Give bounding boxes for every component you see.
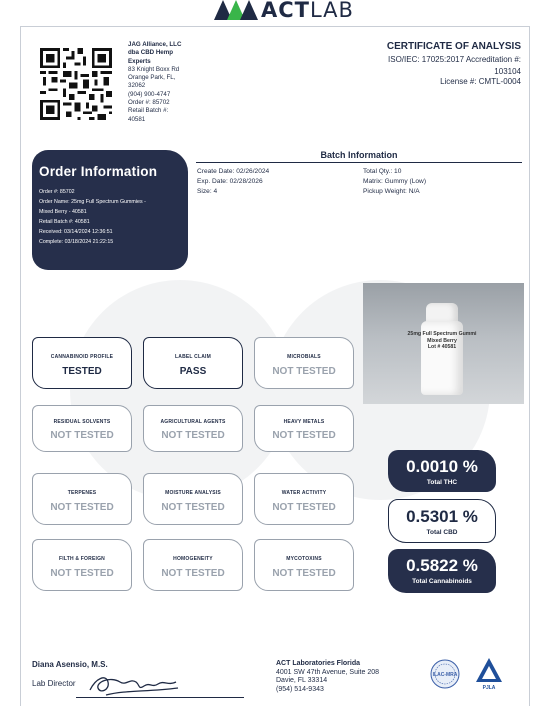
test-heavy-metals[interactable]: HEAVY METALS NOT TESTED bbox=[254, 405, 354, 452]
client-address1: 83 Knight Boxx Rd bbox=[128, 65, 180, 73]
product-photo bbox=[363, 283, 524, 404]
header-logo-bar bbox=[0, 0, 550, 22]
order-name: Order Name: 25mg Full Spectrum Gummies - bbox=[39, 199, 146, 205]
test-residual-solvents[interactable]: RESIDUAL SOLVENTS NOT TESTED bbox=[32, 405, 132, 452]
lab-name: ACT Laboratories Florida bbox=[276, 660, 361, 667]
lab-address1: 4001 SW 47th Avenue, Suite 208 bbox=[276, 668, 380, 676]
batch-info-right bbox=[363, 167, 426, 197]
client-order: Order #: 85702 bbox=[128, 99, 170, 107]
total-thc-label: Total THC bbox=[426, 479, 458, 486]
order-complete: Complete: 03/18/2024 21:22:15 bbox=[39, 239, 114, 245]
total-cannabinoids-label: Total Cannabinoids bbox=[412, 578, 472, 585]
client-phone: (904) 900-4747 bbox=[128, 90, 171, 98]
bottle-label: 25mg Full Spectrum Gummi Mixed Berry Lot # 40581 bbox=[407, 331, 477, 350]
client-address3: 32062 bbox=[128, 82, 146, 90]
order-information-title: Order Information bbox=[39, 164, 158, 179]
total-cannabinoids-value: 0.5822 % bbox=[406, 556, 478, 575]
order-information-card bbox=[32, 150, 188, 270]
test-terpenes[interactable]: TERPENES NOT TESTED bbox=[32, 473, 132, 525]
client-dba-cont: Experts bbox=[128, 57, 151, 65]
handwritten-signature bbox=[86, 668, 186, 698]
batch-size: Size: 4 bbox=[197, 188, 218, 195]
batch-information-header bbox=[196, 150, 522, 163]
logo-wordmark: ACTLAB bbox=[261, 0, 354, 22]
lab-director-role: Lab Director bbox=[32, 679, 76, 688]
total-thc-value: 0.0010 % bbox=[406, 457, 478, 476]
test-filth-foreign[interactable]: FILTH & FOREIGN NOT TESTED bbox=[32, 539, 132, 591]
signature-line bbox=[76, 697, 244, 698]
client-retail-batch-label: Retail Batch #: bbox=[128, 107, 169, 115]
lab-address2: Davie, FL 33314 bbox=[276, 677, 328, 685]
test-cannabinoid-profile[interactable]: CANNABINOID PROFILE TESTED bbox=[32, 337, 132, 389]
svg-text:ILAC-MRA: ILAC-MRA bbox=[432, 672, 458, 678]
batch-create-date: Create Date: 02/26/2024 bbox=[197, 168, 270, 175]
lab-phone: (954) 514-9343 bbox=[276, 685, 324, 693]
test-label-claim[interactable]: LABEL CLAIM PASS bbox=[143, 337, 243, 389]
ilac-mra-seal-icon bbox=[430, 659, 460, 689]
batch-information-title: Batch Information bbox=[320, 150, 398, 160]
client-retail-batch: 40581 bbox=[128, 115, 146, 123]
certificate-license: License #: CMTL-0004 bbox=[440, 77, 521, 86]
order-name-cont: Mixed Berry - 40581 bbox=[39, 209, 87, 215]
qr-code[interactable] bbox=[40, 48, 112, 120]
test-homogeneity[interactable]: HOMOGENEITY NOT TESTED bbox=[143, 539, 243, 591]
actlab-logo-icon bbox=[214, 0, 258, 20]
total-thc-badge bbox=[388, 450, 496, 492]
batch-info-left bbox=[197, 167, 269, 197]
order-received: Received: 03/14/2024 12:36:51 bbox=[39, 229, 113, 235]
client-address2: Orange Park, FL, bbox=[128, 74, 176, 82]
certificate-title: CERTIFICATE OF ANALYSIS bbox=[386, 41, 521, 52]
actlab-logo bbox=[214, 0, 354, 20]
lab-director-name: Diana Asensio, M.S. bbox=[32, 660, 108, 669]
batch-pickup-weight: Pickup Weight: N/A bbox=[363, 188, 420, 195]
batch-matrix: Matrix: Gummy (Low) bbox=[363, 178, 427, 185]
batch-total-qty: Total Qty.: 10 bbox=[363, 168, 402, 175]
total-cbd-label: Total CBD bbox=[426, 529, 458, 536]
certificate-iso: ISO/IEC: 17025:2017 Accreditation #: 103104 bbox=[388, 55, 521, 76]
product-bottle bbox=[407, 303, 477, 395]
client-name: JAG Alliance, LLC bbox=[128, 41, 182, 48]
test-water-activity[interactable]: WATER ACTIVITY NOT TESTED bbox=[254, 473, 354, 525]
total-cannabinoids-badge bbox=[388, 549, 496, 593]
test-mycotoxins[interactable]: MYCOTOXINS NOT TESTED bbox=[254, 539, 354, 591]
pjla-seal-icon bbox=[474, 656, 504, 694]
lab-address bbox=[276, 660, 379, 694]
client-dba: dba CBD Hemp bbox=[128, 49, 174, 57]
order-number: Order #: 85702 bbox=[39, 189, 75, 195]
order-retail-batch: Retail Batch #: 40581 bbox=[39, 219, 90, 225]
test-microbials[interactable]: MICROBIALS NOT TESTED bbox=[254, 337, 354, 389]
total-cbd-badge bbox=[388, 499, 496, 543]
batch-exp-date: Exp. Date: 02/28/2026 bbox=[197, 178, 263, 185]
total-cbd-value: 0.5301 % bbox=[406, 507, 478, 526]
client-info bbox=[128, 41, 198, 124]
svg-text:PJLA: PJLA bbox=[482, 685, 496, 691]
test-moisture-analysis[interactable]: MOISTURE ANALYSIS NOT TESTED bbox=[143, 473, 243, 525]
test-agricultural-agents[interactable]: AGRICULTURAL AGENTS NOT TESTED bbox=[143, 405, 243, 452]
